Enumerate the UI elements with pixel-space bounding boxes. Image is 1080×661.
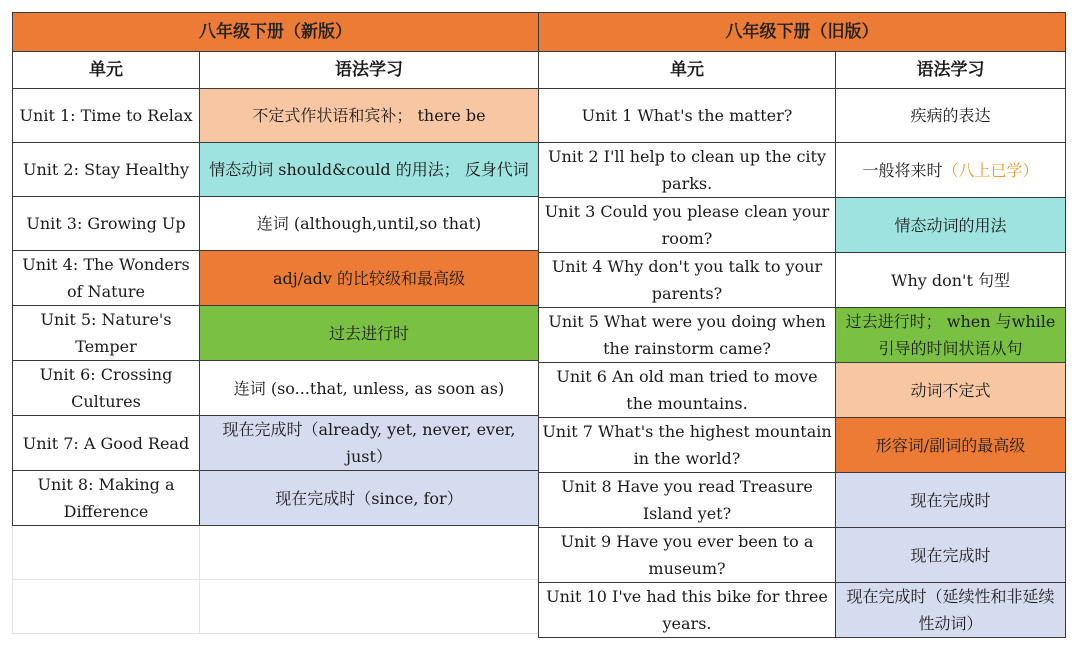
grammar-cell: 过去进行时； when 与while 引导的时间状语从句 — [836, 308, 1066, 363]
grammar-cell: 不定式作状语和宾补； there be — [200, 89, 539, 143]
new-edition-title: 八年级下册（新版） — [13, 13, 539, 52]
grammar-column-header: 语法学习 — [836, 52, 1066, 89]
grammar-cell: 连词 (although,until,so that) — [200, 197, 539, 251]
grammar-cell: 现在完成时（already, yet, never, ever, just） — [200, 416, 539, 471]
table-row — [539, 363, 1066, 418]
grammar-cell: 疾病的表达 — [836, 89, 1066, 143]
table-row — [539, 143, 1066, 198]
unit-column-header: 单元 — [13, 52, 200, 89]
table-row — [539, 89, 1066, 143]
grammar-cell: 情态动词的用法 — [836, 198, 1066, 253]
table-row — [13, 306, 539, 361]
unit-cell: Unit 5 What were you doing when the rainstorm came? — [539, 308, 836, 363]
table-row — [13, 361, 539, 416]
old-edition-table — [538, 12, 1066, 638]
grammar-cell: 现在完成时 — [836, 528, 1066, 583]
grammar-cell: 现在完成时（延续性和非延续性动词） — [836, 583, 1066, 638]
table-row — [13, 89, 539, 143]
old-edition-title: 八年级下册（旧版） — [539, 13, 1066, 52]
unit-cell: Unit 3: Growing Up — [13, 197, 200, 251]
grammar-column-header: 语法学习 — [200, 52, 539, 89]
unit-cell: Unit 9 Have you ever been to a museum? — [539, 528, 836, 583]
empty-cell — [13, 526, 200, 580]
grammar-cell: adj/adv 的比较级和最高级 — [200, 251, 539, 306]
grammar-cell: 过去进行时 — [200, 306, 539, 361]
table-row — [539, 308, 1066, 363]
unit-cell: Unit 2 I'll help to clean up the city parks. — [539, 143, 836, 198]
table-row — [539, 198, 1066, 253]
unit-column-header: 单元 — [539, 52, 836, 89]
empty-row — [13, 580, 539, 634]
new-edition-table — [12, 12, 539, 634]
unit-cell: Unit 1 What's the matter? — [539, 89, 836, 143]
table-row — [539, 473, 1066, 528]
table-row — [539, 253, 1066, 308]
unit-cell: Unit 8: Making a Difference — [13, 471, 200, 526]
grammar-cell: Why don't 句型 — [836, 253, 1066, 308]
table-row — [13, 143, 539, 197]
unit-cell: Unit 4 Why don't you talk to your parents? — [539, 253, 836, 308]
grammar-cell: 现在完成时 — [836, 473, 1066, 528]
unit-cell: Unit 5: Nature's Temper — [13, 306, 200, 361]
empty-row — [13, 526, 539, 580]
table-row — [539, 418, 1066, 473]
unit-cell: Unit 1: Time to Relax — [13, 89, 200, 143]
learned-note: （八上已学） — [942, 160, 1039, 180]
grammar-cell: 形容词/副词的最高级 — [836, 418, 1066, 473]
unit-cell: Unit 2: Stay Healthy — [13, 143, 200, 197]
unit-cell: Unit 3 Could you please clean your room? — [539, 198, 836, 253]
unit-cell: Unit 10 I've had this bike for three years. — [539, 583, 836, 638]
unit-cell: Unit 7: A Good Read — [13, 416, 200, 471]
grammar-cell: 现在完成时（since, for） — [200, 471, 539, 526]
empty-cell — [200, 526, 539, 580]
table-row — [13, 251, 539, 306]
unit-cell: Unit 8 Have you read Treasure Island yet? — [539, 473, 836, 528]
grammar-cell — [836, 143, 1066, 198]
unit-cell: Unit 6: Crossing Cultures — [13, 361, 200, 416]
table-row — [539, 528, 1066, 583]
table-row — [539, 583, 1066, 638]
table-row — [13, 197, 539, 251]
grammar-cell: 动词不定式 — [836, 363, 1066, 418]
empty-cell — [200, 580, 539, 634]
unit-cell: Unit 4: The Wonders of Nature — [13, 251, 200, 306]
grammar-text: 一般将来时 — [862, 160, 943, 180]
table-row — [13, 471, 539, 526]
grammar-cell: 情态动词 should&could 的用法； 反身代词 — [200, 143, 539, 197]
empty-cell — [13, 580, 200, 634]
grammar-cell: 连词 (so...that, unless, as soon as) — [200, 361, 539, 416]
unit-cell: Unit 6 An old man tried to move the mountains. — [539, 363, 836, 418]
table-row — [13, 416, 539, 471]
unit-cell: Unit 7 What's the highest mountain in the world? — [539, 418, 836, 473]
